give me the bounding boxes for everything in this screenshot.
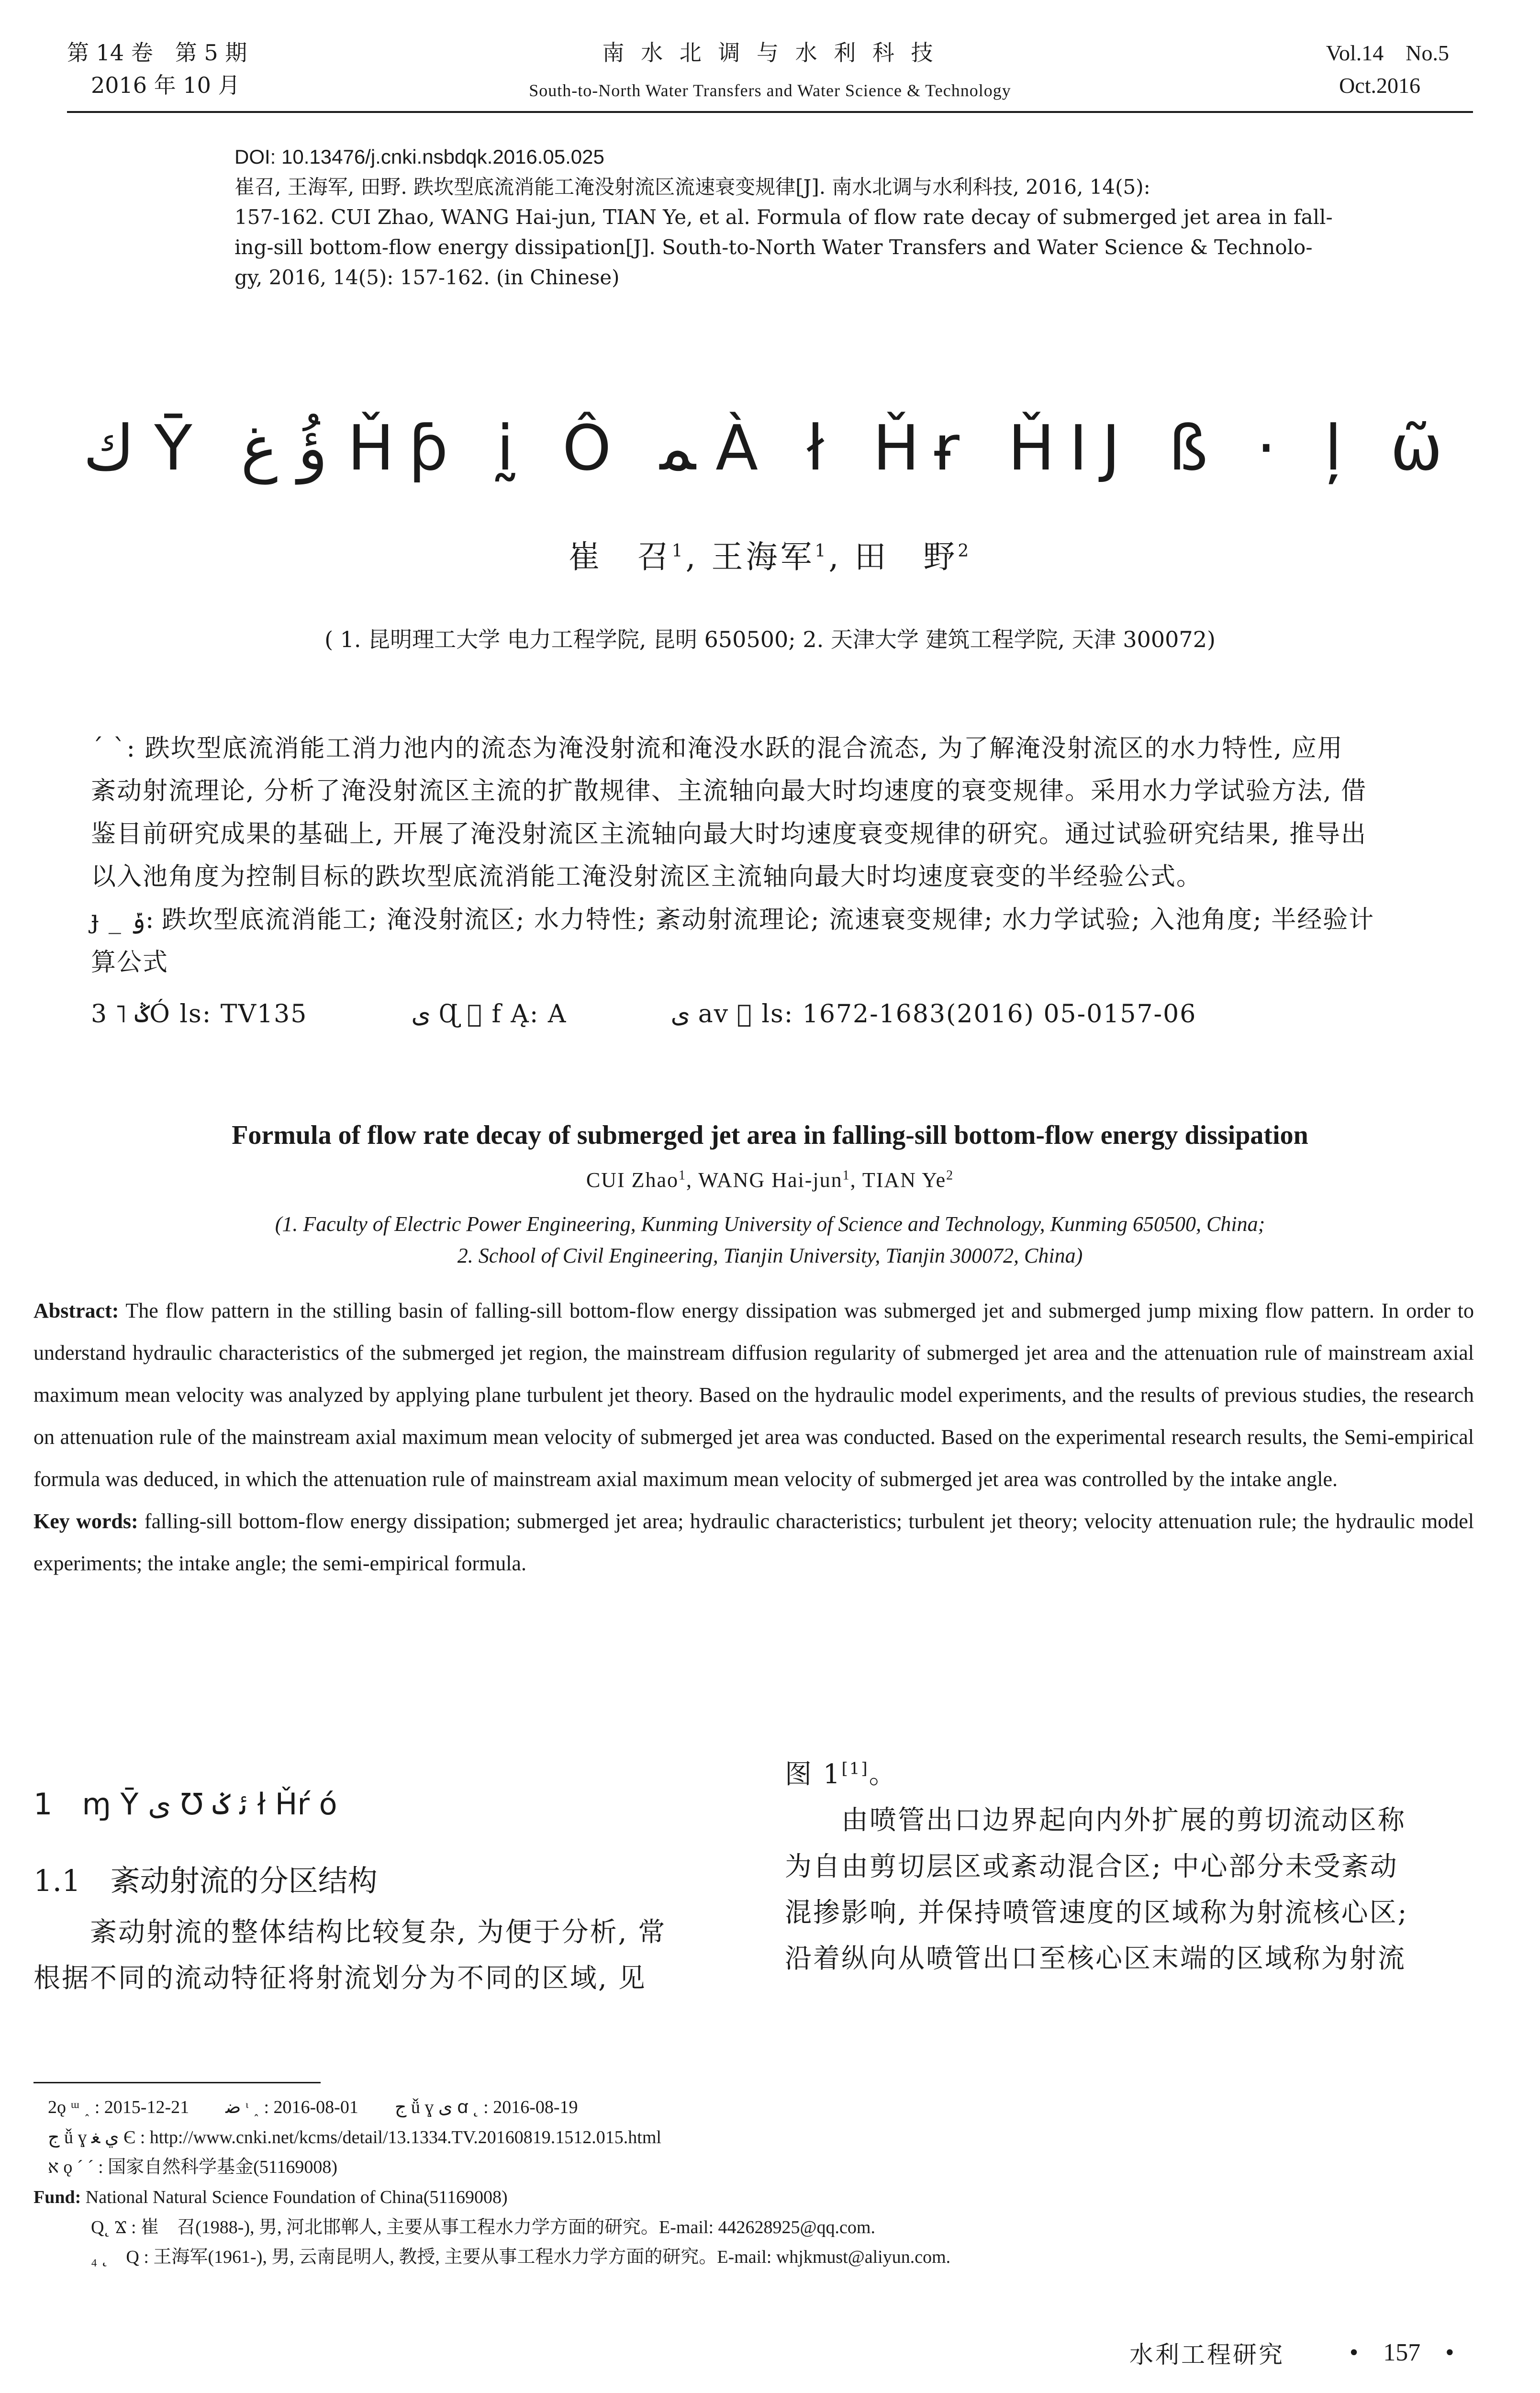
subsection-heading: 1.1 紊动射流的分区结构	[33, 1863, 378, 1898]
abstract-cn-label: ˊ ˋ	[91, 734, 127, 763]
author-name: , WANG Hai-jun	[686, 1168, 843, 1192]
author-name: , 王海军	[685, 538, 815, 575]
footnote-author2: ₄ ˛ Q : 王海军(1961-), 男, 云南昆明人, 教授, 主要从事工程水力学方面的研究。E-mail: whjkmust@aliyun.com.	[91, 2247, 951, 2268]
affiliation-en	[0, 1208, 1540, 1272]
affiliation-en-line: 2. School of Civil Engineering, Tianjin University, Tianjin 300072, China)	[457, 1244, 1083, 1267]
affiliation-cn: ( 1. 昆明理工大学 电力工程学院, 昆明 650500; 2. 天津大学 建筑工程学院, 天津 300072)	[324, 626, 1216, 652]
paper-title-en: Formula of flow rate decay of submerged jet area in falling-sill bottom-flow energy dissipation	[232, 1120, 1308, 1150]
author-name: , TIAN Ye	[850, 1168, 947, 1192]
body-line: 根据不同的流动特征将射流划分为不同的区域, 见	[33, 1963, 647, 1994]
citation-line: 157-162. CUI Zhao, WANG Hai-jun, TIAN Ye, et al. Formula of flow rate decay of submerged jet area in fall-	[234, 205, 1333, 229]
author-sup: 1	[815, 541, 829, 561]
header-date-cn: 2016 年 10 月	[91, 72, 240, 98]
body-line: 由喷管出口边界起向内外扩展的剪切流动区称	[785, 1805, 1406, 1836]
citation-doi: DOI: 10.13476/j.cnki.nsbdqk.2016.05.025	[234, 145, 604, 168]
authors-en	[0, 1168, 1540, 1192]
keywords-cn-line: 算公式	[91, 948, 169, 977]
citation-line: 崔召, 王海军, 田野. 跌坎型底流消能工淹没射流区流速衰变规律[J]. 南水北调与水利科技, 2016, 14(5):	[234, 175, 1150, 199]
header-volume-issue-en: Vol.14 No.5	[1326, 41, 1449, 65]
left-column-body	[33, 1910, 742, 2002]
article-id-label: ى av ⃞ ls	[670, 999, 784, 1029]
doc-code-value: : A	[529, 999, 567, 1029]
classification-line	[91, 993, 1460, 1036]
body-line: 紊动射流的整体结构比较复杂, 为便于分析, 常	[33, 1917, 667, 1948]
author-sup: 1	[679, 1168, 687, 1183]
header-journal-en: South-to-North Water Transfers and Water Science & Technology	[529, 81, 1011, 100]
keywords-en-text: falling-sill bottom-flow energy dissipation; submerged jet area; hydraulic characteristics; turbulent jet theory; velocity attenuation rule; the hydraulic model experiments; the intake angle; the semi-empirical formula.	[33, 1510, 1474, 1575]
author-sup: 2	[958, 541, 972, 561]
abstract-cn	[91, 727, 1460, 1036]
body-line: 图 1[1]。	[785, 1759, 897, 1790]
citation-line: ing-sill bottom-flow energy dissipation[J]. South-to-North Water Transfers and Water Science & Technolo-	[234, 235, 1313, 259]
body-line: 为自由剪切层区或紊动混合区; 中心部分未受紊动	[785, 1851, 1398, 1882]
body-line: 混掺影响, 并保持喷管速度的区域称为射流核心区;	[785, 1897, 1408, 1928]
abstract-cn-line: 鉴目前研究成果的基础上, 开展了淹没射流区主流轴向最大时均速度衰变规律的研究。通过试验研究结果, 推导出	[91, 819, 1367, 849]
abstract-cn-line: ˊ ˋ: 跌坎型底流消能工消力池内的流态为淹没射流和淹没水跃的混合流态, 为了解淹没射流区的水力特性, 应用	[91, 734, 1343, 763]
author-sup: 1	[842, 1168, 850, 1183]
keywords-cn-line: ɟ _ ݹ: 跌坎型底流消能工; 淹没射流区; 水力特性; 紊动射流理论; 流速衰变规律; 水力学试验; 入池角度; 半经验计	[91, 905, 1375, 934]
article-id-value: : 1672-1683(2016) 05-0157-06	[784, 999, 1197, 1029]
abstract-en	[33, 1290, 1474, 1585]
header-journal-cn: 南 水 北 调 与 水 利 科 技	[602, 40, 938, 66]
section-heading: 1 ɱ Ȳ ى Ʊ ﺋ ݢ ł Ȟŕ ó	[33, 1787, 337, 1822]
footnote-fund-en: Fund: National Natural Science Foundation of China(51169008)	[33, 2187, 508, 2208]
class-value: : TV135	[202, 999, 308, 1029]
citation-line: gy, 2016, 14(5): 157-162. (in Chinese)	[234, 266, 620, 289]
page-number: • 157 •	[1350, 2339, 1454, 2366]
class-label: 3 ˥ ݣÓ ls	[91, 999, 202, 1029]
footnote-fund-cn: ﬡ ǫ ˊ ˊ : 国家自然科学基金(51169008)	[48, 2157, 338, 2178]
keywords-cn-label: ɟ _ ݹ	[91, 905, 145, 934]
author-name: , 田 野	[828, 538, 958, 575]
header-date-en: Oct.2016	[1339, 73, 1420, 98]
author-sup: 2	[946, 1168, 954, 1183]
abstract-cn-line: 紊动射流理论, 分析了淹没射流区主流的扩散规律、主流轴向最大时均速度的衰变规律。采用水力学试验方法, 借	[91, 777, 1367, 806]
abstract-en-label: Abstract:	[33, 1299, 119, 1322]
reference-mark: [1]	[841, 1759, 869, 1778]
abstract-cn-line: 以入池角度为控制目标的跌坎型底流消能工淹没射流区主流轴向最大时均速度衰变的半经验公式。	[91, 862, 1203, 892]
footnote-dates: 2ǫ ᵚ ˰ : 2015-12-21 ﺿ ᶥ ˰ : 2016-08-01 ﺝ ǚ ɣ ى ꭤ ˛ : 2016-08-19	[48, 2097, 578, 2117]
paper-title-cn: ﻙ Ȳ ؤُ ﻍ Ȟƥ ḭ Ô ﻤ À ł Ȟɍ ȞIJ ß · ļ ῶ	[83, 412, 1457, 484]
right-column-body	[785, 1752, 1493, 1982]
author-name: CUI Zhao	[586, 1168, 679, 1192]
author-name: 崔 召	[568, 538, 672, 575]
abstract-en-text: The flow pattern in the stilling basin of falling-sill bottom-flow energy dissipation was submerged jet and submerged jump mixing flow pattern. In order to understand hydraulic characteristics of the submerged jet region, the mainstream diffusion regularity of submerged jet area and the attenuation rule of mainstream axial maximum mean velocity was analyzed by applying plane turbulent jet theory. Based on the hydraulic model experiments, and the results of previous studies, the research on attenuation rule of the mainstream axial maximum mean velocity of submerged jet area was conducted. Based on the experimental research results, the Semi-empirical formula was deduced, in which the attenuation rule of mainstream axial maximum mean velocity of submerged jet area was controlled by the intake angle.	[33, 1299, 1474, 1491]
doc-code-label: ى Ɋ ⃞ f Ą	[411, 999, 530, 1029]
header-volume-issue-cn: 第 14 卷 第 5 期	[67, 40, 247, 66]
body-line: 沿着纵向从喷管出口至核心区末端的区域称为射流	[785, 1943, 1406, 1975]
authors-cn	[0, 531, 1540, 577]
footnote-url: ﺝ ǚ ɣ ي ﻐ Є : http://www.cnki.net/kcms/detail/13.1334.TV.20160819.1512.015.html	[48, 2127, 661, 2147]
affiliation-en-line: (1. Faculty of Electric Power Engineering, Kunming University of Science and Technology, Kunming 650500, China;	[275, 1212, 1265, 1236]
header-rule	[67, 111, 1473, 113]
footnotes	[33, 2092, 1484, 2272]
author-sup: 1	[671, 541, 686, 561]
citation-block	[234, 142, 1479, 292]
footnote-author1: Q˛ Ϫ : 崔 召(1988-), 男, 河北邯郸人, 主要从事工程水力学方面的研究。E-mail: 442628925@qq.com.	[91, 2217, 875, 2237]
keywords-en-label: Key words:	[33, 1510, 138, 1533]
footer-journal-name: 水利工程研究	[1129, 2341, 1284, 2369]
footnote-rule	[33, 2082, 321, 2083]
